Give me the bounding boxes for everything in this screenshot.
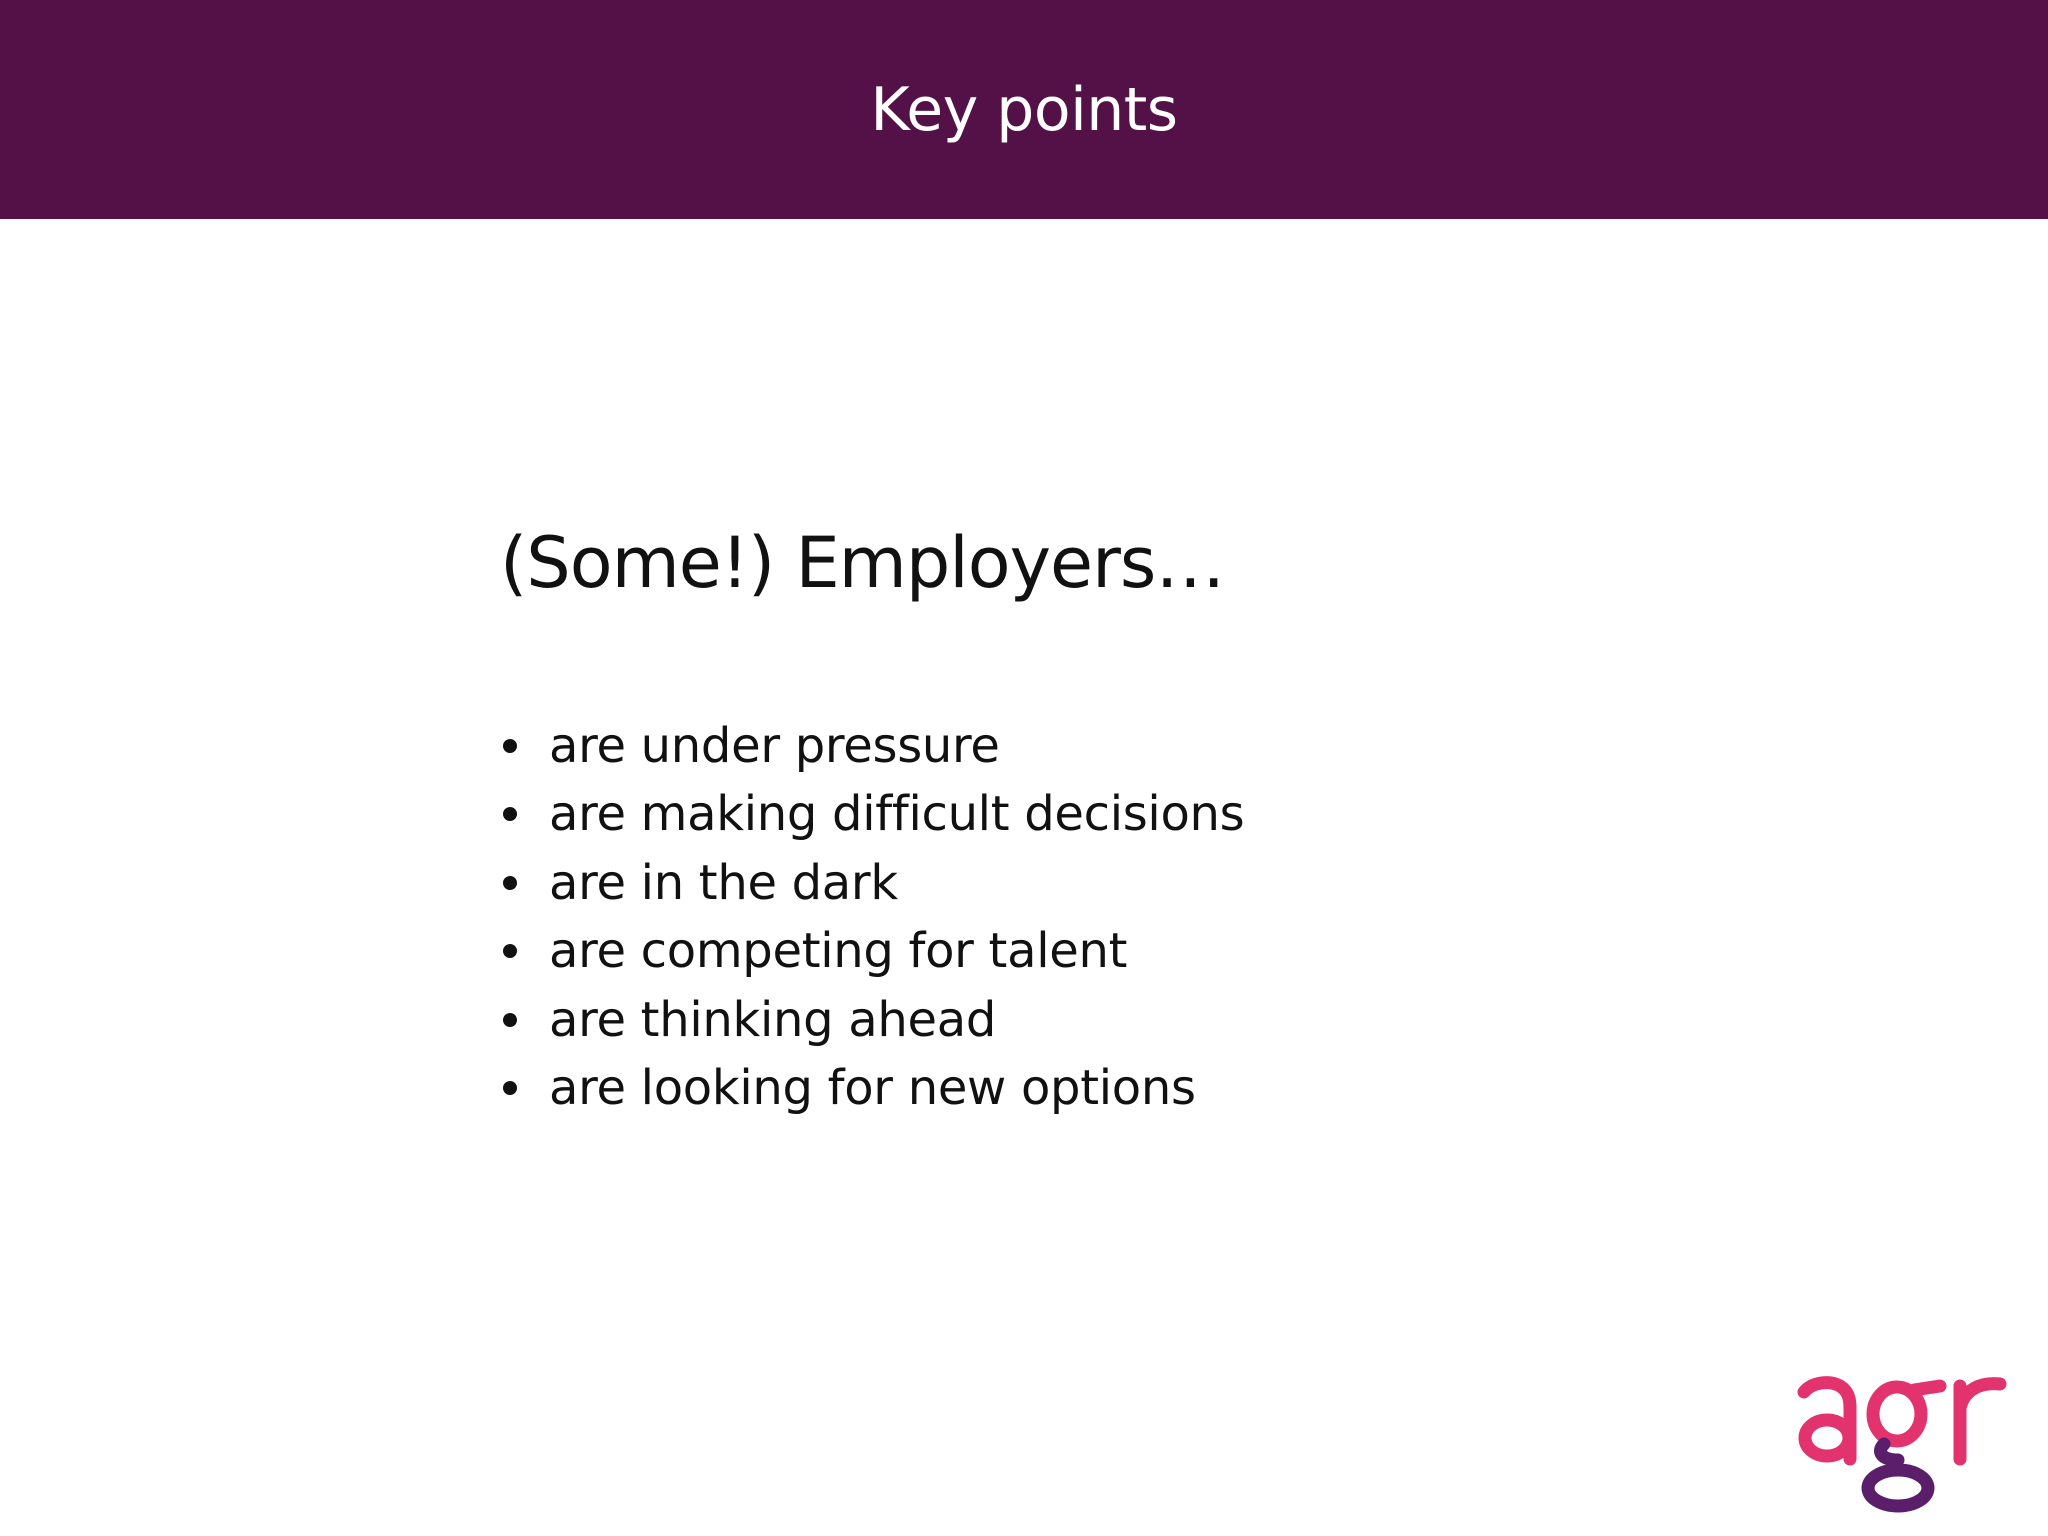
list-item (500, 849, 1700, 917)
list-item (500, 986, 1700, 1054)
bullet-text: are competing for talent (549, 923, 1128, 980)
bullet-icon (503, 1013, 517, 1027)
header-bar (0, 0, 2048, 219)
bullet-text: are under pressure (549, 718, 1000, 774)
bullet-icon (503, 739, 517, 753)
agr-logo (1790, 1364, 2020, 1514)
logo-letter-r (1960, 1384, 2000, 1459)
list-item (500, 1054, 1700, 1122)
bullet-text: are making difficult decisions (549, 786, 1245, 843)
list-item (500, 780, 1700, 848)
list-item (500, 712, 1700, 780)
logo-letter-g (1868, 1386, 1940, 1506)
logo-letter-a (1804, 1383, 1850, 1459)
bullet-list (500, 712, 1700, 1122)
list-item (500, 917, 1700, 985)
bullet-text: are thinking ahead (549, 991, 997, 1048)
bullet-icon (503, 876, 517, 890)
slide-title: Key points (870, 75, 1178, 145)
bullet-icon (503, 1081, 517, 1095)
bullet-icon (503, 944, 517, 958)
bullet-text: are in the dark (549, 854, 898, 911)
bullet-text: are looking for new options (549, 1059, 1196, 1116)
content-heading: (Some!) Employers… (500, 522, 1225, 604)
slide-content (500, 518, 1700, 1122)
bullet-icon (503, 807, 517, 821)
